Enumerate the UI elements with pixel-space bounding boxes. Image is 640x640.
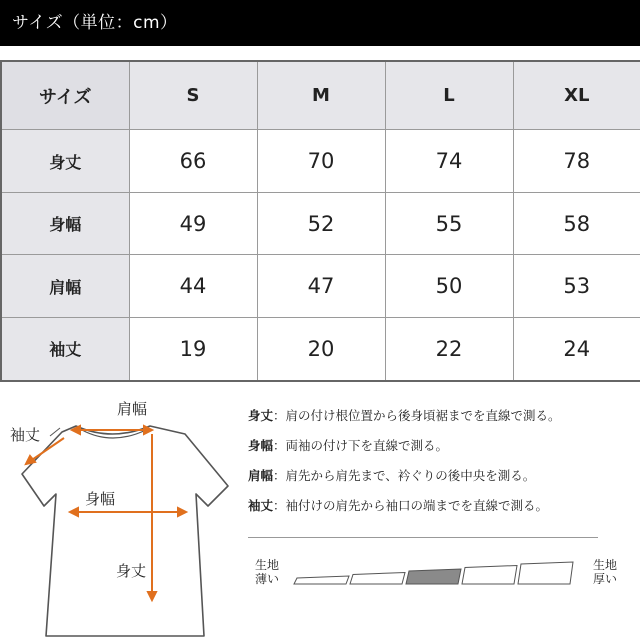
table-row	[1, 130, 640, 193]
table-row	[1, 255, 640, 318]
table-header-row	[1, 61, 640, 130]
length-label: 身丈	[116, 562, 147, 580]
table-cell: 19	[129, 317, 257, 381]
column-header-xl: XL	[513, 61, 640, 130]
tshirt-measurement-diagram	[0, 390, 240, 640]
table-cell: 49	[129, 192, 257, 255]
row-label: 肩幅	[1, 255, 129, 318]
note-sep: ：	[273, 438, 286, 453]
row-label: 身幅	[1, 192, 129, 255]
table-cell: 53	[513, 255, 640, 318]
note-sep: ：	[273, 498, 286, 513]
shoulder-label: 肩幅	[116, 400, 148, 418]
thick-label-line1: 生地	[592, 558, 617, 572]
note-key: 袖丈	[248, 498, 274, 513]
table-cell: 66	[129, 130, 257, 193]
page-header	[0, 0, 640, 46]
table-cell: 20	[257, 317, 385, 381]
note-sep: ：	[273, 408, 286, 423]
column-header-l: L	[385, 61, 513, 130]
width-label: 身幅	[84, 490, 116, 508]
note-length	[248, 404, 640, 434]
note-shoulder	[248, 464, 640, 494]
thick-label-line2: 厚い	[592, 572, 617, 586]
thickness-level	[294, 576, 349, 584]
table-row	[1, 192, 640, 255]
table-row	[1, 317, 640, 381]
note-width	[248, 434, 640, 464]
table-cell: 22	[385, 317, 513, 381]
note-sep: ：	[273, 468, 286, 483]
thin-fabric-label	[252, 558, 282, 586]
table-cell: 50	[385, 255, 513, 318]
thickness-level	[518, 562, 573, 584]
row-label: 袖丈	[1, 317, 129, 381]
table-cell: 70	[257, 130, 385, 193]
measurement-notes	[248, 404, 640, 524]
thickness-level-selected	[406, 569, 461, 584]
table-cell: 47	[257, 255, 385, 318]
table-cell: 24	[513, 317, 640, 381]
table-cell: 55	[385, 192, 513, 255]
note-text: 肩の付け根位置から後身頃裾までを直線で測る。	[285, 408, 561, 423]
table-cell: 44	[129, 255, 257, 318]
row-label: 身丈	[1, 130, 129, 193]
tshirt-outline	[22, 426, 228, 636]
note-text: 両袖の付け下を直線で測る。	[285, 438, 449, 453]
note-key: 身丈	[248, 408, 274, 423]
note-key: 肩幅	[248, 468, 274, 483]
header-title: サイズ（単位：cm）	[12, 13, 178, 33]
fabric-thickness-scale	[290, 558, 590, 588]
arrowhead	[26, 456, 35, 464]
thin-label-line1: 生地	[254, 558, 279, 572]
divider	[248, 537, 598, 538]
thickness-level	[462, 566, 517, 585]
note-text: 肩先から肩先まで、衿ぐりの後中央を測る。	[285, 468, 536, 483]
table-corner-label: サイズ	[1, 61, 129, 130]
size-table	[0, 60, 640, 382]
table-cell: 52	[257, 192, 385, 255]
thick-fabric-label	[590, 558, 620, 586]
thickness-level	[350, 573, 405, 585]
note-sleeve	[248, 494, 640, 524]
table-cell: 74	[385, 130, 513, 193]
thin-label-line2: 薄い	[254, 572, 279, 586]
note-text: 袖付けの肩先から袖口の端までを直線で測る。	[285, 498, 549, 513]
table-cell: 78	[513, 130, 640, 193]
column-header-m: M	[257, 61, 385, 130]
note-key: 身幅	[248, 438, 274, 453]
column-header-s: S	[129, 61, 257, 130]
sleeve-label: 袖丈	[10, 426, 41, 444]
table-cell: 58	[513, 192, 640, 255]
